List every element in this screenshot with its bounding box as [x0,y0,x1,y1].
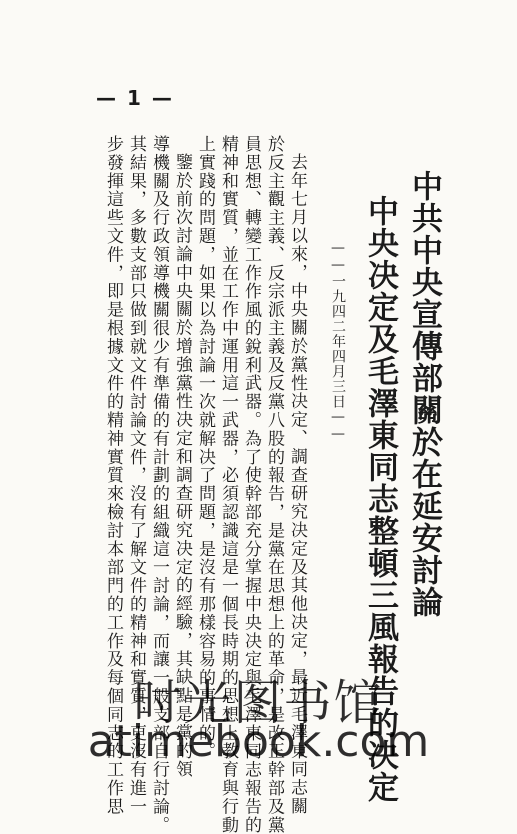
body-column-7: 導機關及行政領導機關很少有準備的有計劃的組織這一討論，而讓一般支部自行討論。 [149,135,169,834]
watermark-url: atimebook.com [87,716,430,767]
body-column-2: 於反主觀主義、反宗派主義及反黨八股的報告，是黨在思想上的革命，是改正幹部及黨 [264,135,284,834]
date-dash-top: —— [330,240,346,274]
document-title-line-1: 中共中央宣傳部關於在延安討論 [406,170,442,618]
date-dash-bottom: —— [330,409,346,443]
body-column-4: 精神和實質，並在工作中運用這一武器，必須認識這是一個長時期的思想上教育與行動 [218,135,238,834]
page-number: — 1 — [96,86,174,110]
body-column-9: 步發揮這些文件，即是根據文件的精神實質來檢討本部門的工作及每個同志的工作思 [103,135,123,816]
document-date [331,240,345,443]
body-column-5: 上實踐的問題，如果以為討論一次就解决了問題，是沒有那樣容易的事情的。 [195,135,215,761]
watermark-chinese: 时光图书馆 [133,675,384,731]
body-column-8: 其結果，多數支部只做到就文件討論文件，沒有了解文件的精神和實質，更沒有進一 [126,135,146,816]
body-column-3: 員思想、轉變工作作風的銳利武器。為了使幹部充分掌握中央决定與毛澤東同志報告的 [241,135,261,834]
date-text: 一九四二年四月三日 [330,274,346,409]
document-title-line-2: 中央决定及毛澤東同志整頓三風報告的决定 [362,195,398,803]
body-column-1: 去年七月以來，中央關於黨性决定、調查研究决定及其他决定，最近毛澤東同志關 [287,153,307,816]
body-column-6: 鑒於前次討論中央關於增強黨性决定和調查研究决定的經驗，其缺點是黨的領 [172,153,192,779]
